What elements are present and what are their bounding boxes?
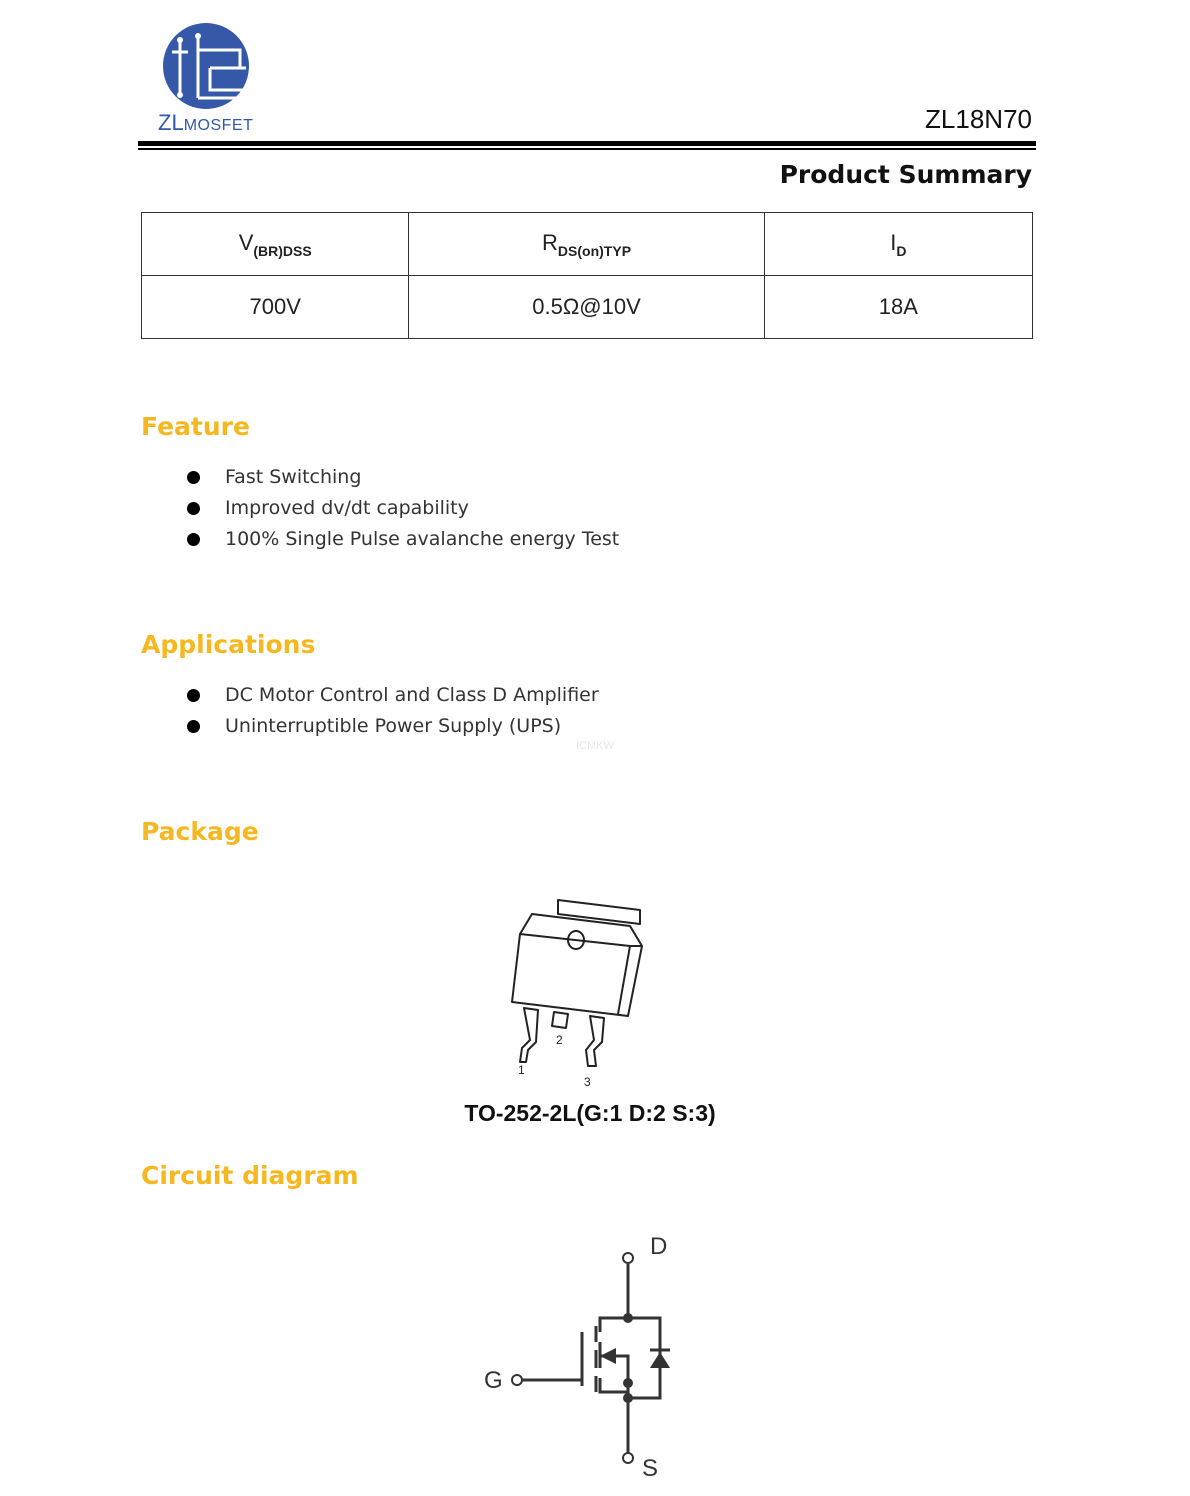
- header-cell-vbrdss: $V_{(BR)DSS}$: [142, 213, 409, 276]
- pin-label-2: 2: [556, 1033, 563, 1047]
- gate-label: G: [484, 1367, 503, 1394]
- part-number: ZL18N70: [925, 104, 1032, 134]
- table-row: [142, 276, 1033, 339]
- pin-label-1: 1: [518, 1063, 525, 1077]
- bullet-icon: [187, 471, 200, 484]
- list-item: Uninterruptible Power Supply (UPS): [185, 711, 599, 742]
- list-item: 100% Single Pulse avalanche energy Test: [185, 524, 619, 555]
- product-summary-table: [141, 212, 1033, 339]
- circuit-heading: Circuit diagram: [141, 1161, 359, 1190]
- logo-text-mosfet: MOSFET: [183, 117, 254, 134]
- value-cell-id: 18A: [764, 276, 1032, 339]
- mosfet-circuit-symbol: [470, 1228, 700, 1483]
- to252-package-drawing: [490, 890, 670, 1090]
- source-label: S: [642, 1455, 659, 1482]
- header-cell-id: $I_D$: [764, 213, 1032, 276]
- feature-heading: Feature: [141, 412, 250, 441]
- bullet-icon: [187, 533, 200, 546]
- drain-label: D: [650, 1233, 668, 1260]
- bullet-icon: [187, 689, 200, 702]
- header-rule: [138, 141, 1036, 146]
- value-cell-rdson: 0.5Ω@10V: [409, 276, 764, 339]
- value-cell-vbrdss: 700V: [142, 276, 409, 339]
- package-heading: Package: [141, 817, 259, 846]
- list-item: DC Motor Control and Class D Amplifier: [185, 680, 599, 711]
- product-summary-title: Product Summary: [779, 160, 1032, 189]
- header-cell-rdson: $R_{DS(on)TYP}$: [409, 213, 764, 276]
- list-item: Improved dv/dt capability: [185, 493, 619, 524]
- package-caption: TO-252-2L(G:1 D:2 S:3): [464, 1100, 716, 1126]
- logo-text-zl: ZL: [158, 110, 184, 135]
- feature-list: [185, 462, 619, 555]
- list-item: Fast Switching: [185, 462, 619, 493]
- applications-list: [185, 680, 599, 742]
- pin-label-3: 3: [584, 1075, 591, 1089]
- header-rule-thin: [138, 148, 1036, 150]
- watermark: ICMKW: [576, 740, 614, 752]
- bullet-icon: [187, 502, 200, 515]
- logo-wordmark: [158, 110, 253, 136]
- applications-heading: Applications: [141, 630, 316, 659]
- bullet-icon: [187, 720, 200, 733]
- table-header-row: [142, 213, 1033, 276]
